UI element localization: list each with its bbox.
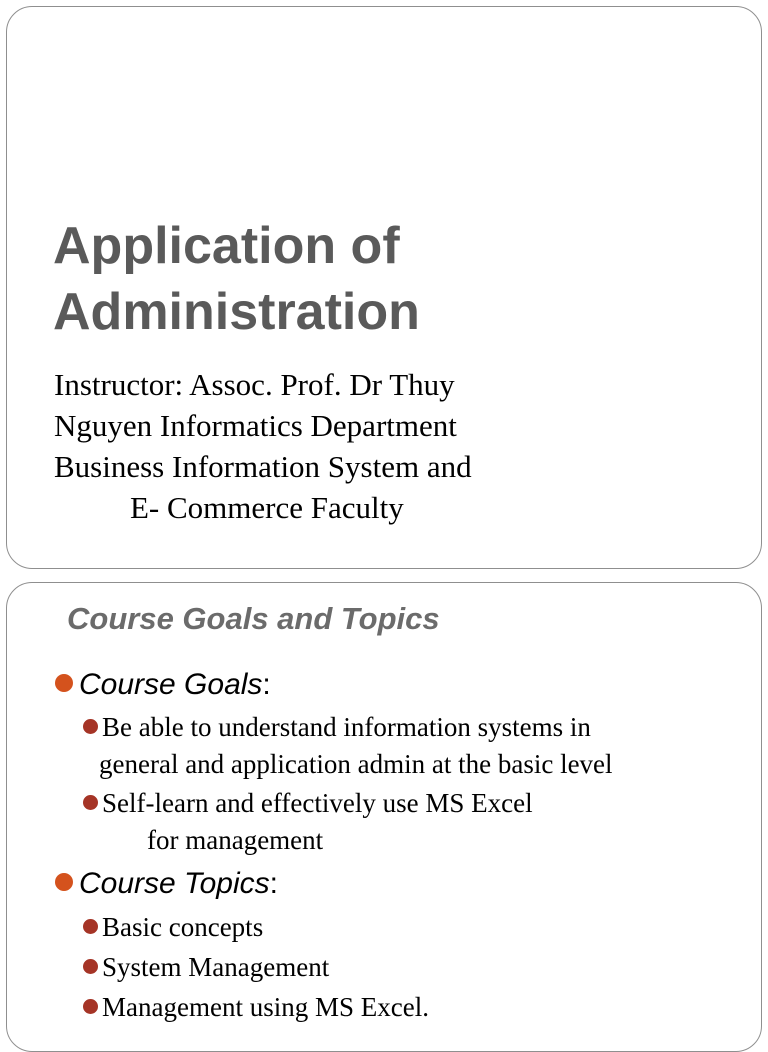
subtitle-line-2: Nguyen Informatics Department	[54, 408, 457, 443]
goal-item-1-line-2: general and application admin at the basic level	[99, 749, 613, 779]
slide-2	[6, 582, 762, 1052]
bullet-icon	[83, 959, 98, 974]
bullet-icon	[55, 674, 73, 692]
course-topics-item	[55, 864, 278, 904]
course-goals-label: Course Goals	[79, 668, 263, 701]
subtitle-line-3: Business Information System and	[54, 449, 472, 484]
bullet-icon	[55, 873, 73, 891]
topic-item-1	[83, 909, 263, 946]
topic-item-2-text: System Management	[102, 952, 330, 982]
title-line-1: Application of	[53, 217, 400, 275]
course-goals-colon: :	[262, 668, 271, 701]
topic-item-1-text: Basic concepts	[102, 912, 264, 942]
goal-item-2-line-1: Self-learn and effectively use MS Excel	[102, 788, 533, 818]
slide-title	[53, 213, 420, 345]
goal-item-2-line-2: for management	[147, 825, 324, 855]
slide-heading: Course Goals and Topics	[67, 601, 440, 636]
course-goals-item	[55, 665, 271, 705]
subtitle-line-4: E- Commerce Faculty	[130, 490, 404, 525]
instructor-info	[54, 364, 472, 528]
topic-item-2	[83, 949, 329, 986]
title-line-2: Administration	[53, 283, 420, 341]
bullet-icon	[83, 795, 98, 810]
course-topics-colon: :	[269, 867, 278, 900]
bullet-icon	[83, 919, 98, 934]
course-topics-label: Course Topics	[79, 867, 270, 900]
bullet-icon	[83, 999, 98, 1014]
goal-item-1-line-1: Be able to understand information systems in	[102, 712, 591, 742]
goal-item-2	[83, 785, 533, 859]
topic-item-3-text: Management using MS Excel.	[102, 992, 429, 1022]
bullet-icon	[83, 719, 98, 734]
topic-item-3	[83, 989, 429, 1026]
subtitle-line-1: Instructor: Assoc. Prof. Dr Thuy	[54, 367, 455, 402]
goal-item-1	[83, 709, 613, 783]
slide-1	[6, 6, 762, 569]
